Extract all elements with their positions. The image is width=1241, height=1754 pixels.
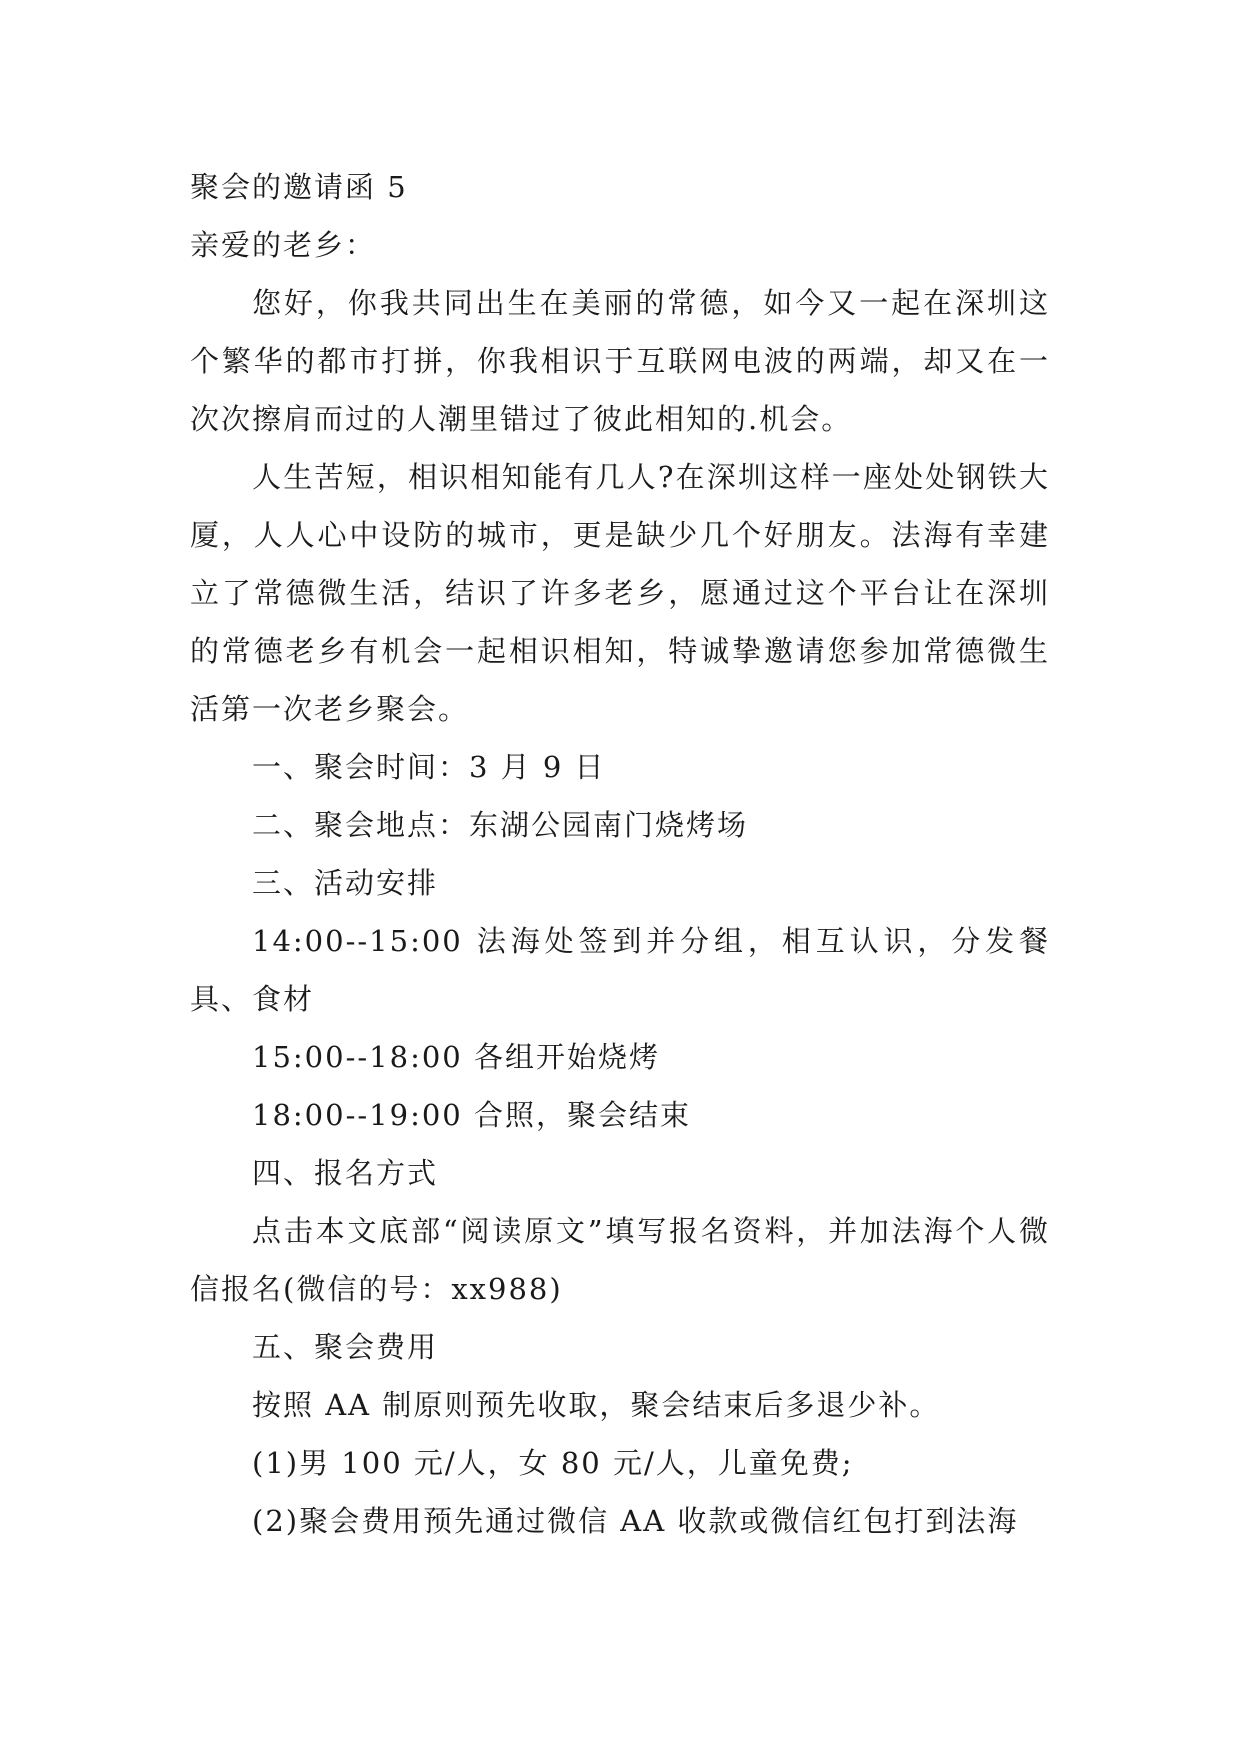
paragraph-invitation: 人生苦短，相识相知能有几人?在深圳这样一座处处钢铁大厦，人人心中设防的城市，更是缺少几个好朋友。法海有幸建立了常德微生活，结识了许多老乡，愿通过这个平台让在深圳的常德老乡有机会一起相识相知，特诚挚邀请您参加常德微生活第一次老乡聚会。	[190, 460, 1050, 726]
item-meeting-time: 一、聚会时间：3 月 9 日	[252, 750, 606, 784]
schedule-entry: 15:00--18:00 各组开始烧烤	[252, 1040, 660, 1074]
schedule-entry: 14:00--15:00 法海处签到并分组，相互认识，分发餐具、食材	[190, 924, 1050, 1016]
item-schedule-heading: 三、活动安排	[252, 866, 439, 900]
salutation: 亲爱的老乡：	[190, 228, 377, 262]
item-signup-heading: 四、报名方式	[252, 1156, 439, 1190]
fee-detail: (1)男 100 元/人，女 80 元/人，儿童免费;	[252, 1446, 854, 1480]
item-fee-heading: 五、聚会费用	[252, 1330, 439, 1364]
schedule-entry: 18:00--19:00 合照，聚会结束	[252, 1098, 691, 1132]
signup-instructions: 点击本文底部“阅读原文”填写报名资料，并加法海个人微信报名(微信的号：xx988)	[190, 1214, 1050, 1306]
document-title: 聚会的邀请函 5	[190, 170, 408, 204]
fee-detail: (2)聚会费用预先通过微信 AA 收款或微信红包打到法海	[252, 1504, 1019, 1538]
fee-rule: 按照 AA 制原则预先收取，聚会结束后多退少补。	[252, 1388, 941, 1422]
document-body	[190, 158, 1050, 1550]
item-meeting-place: 二、聚会地点：东湖公园南门烧烤场	[252, 808, 749, 842]
paragraph-greeting: 您好，你我共同出生在美丽的常德，如今又一起在深圳这个繁华的都市打拼，你我相识于互联网电波的两端，却又在一次次擦肩而过的人潮里错过了彼此相知的.机会。	[190, 286, 1050, 436]
